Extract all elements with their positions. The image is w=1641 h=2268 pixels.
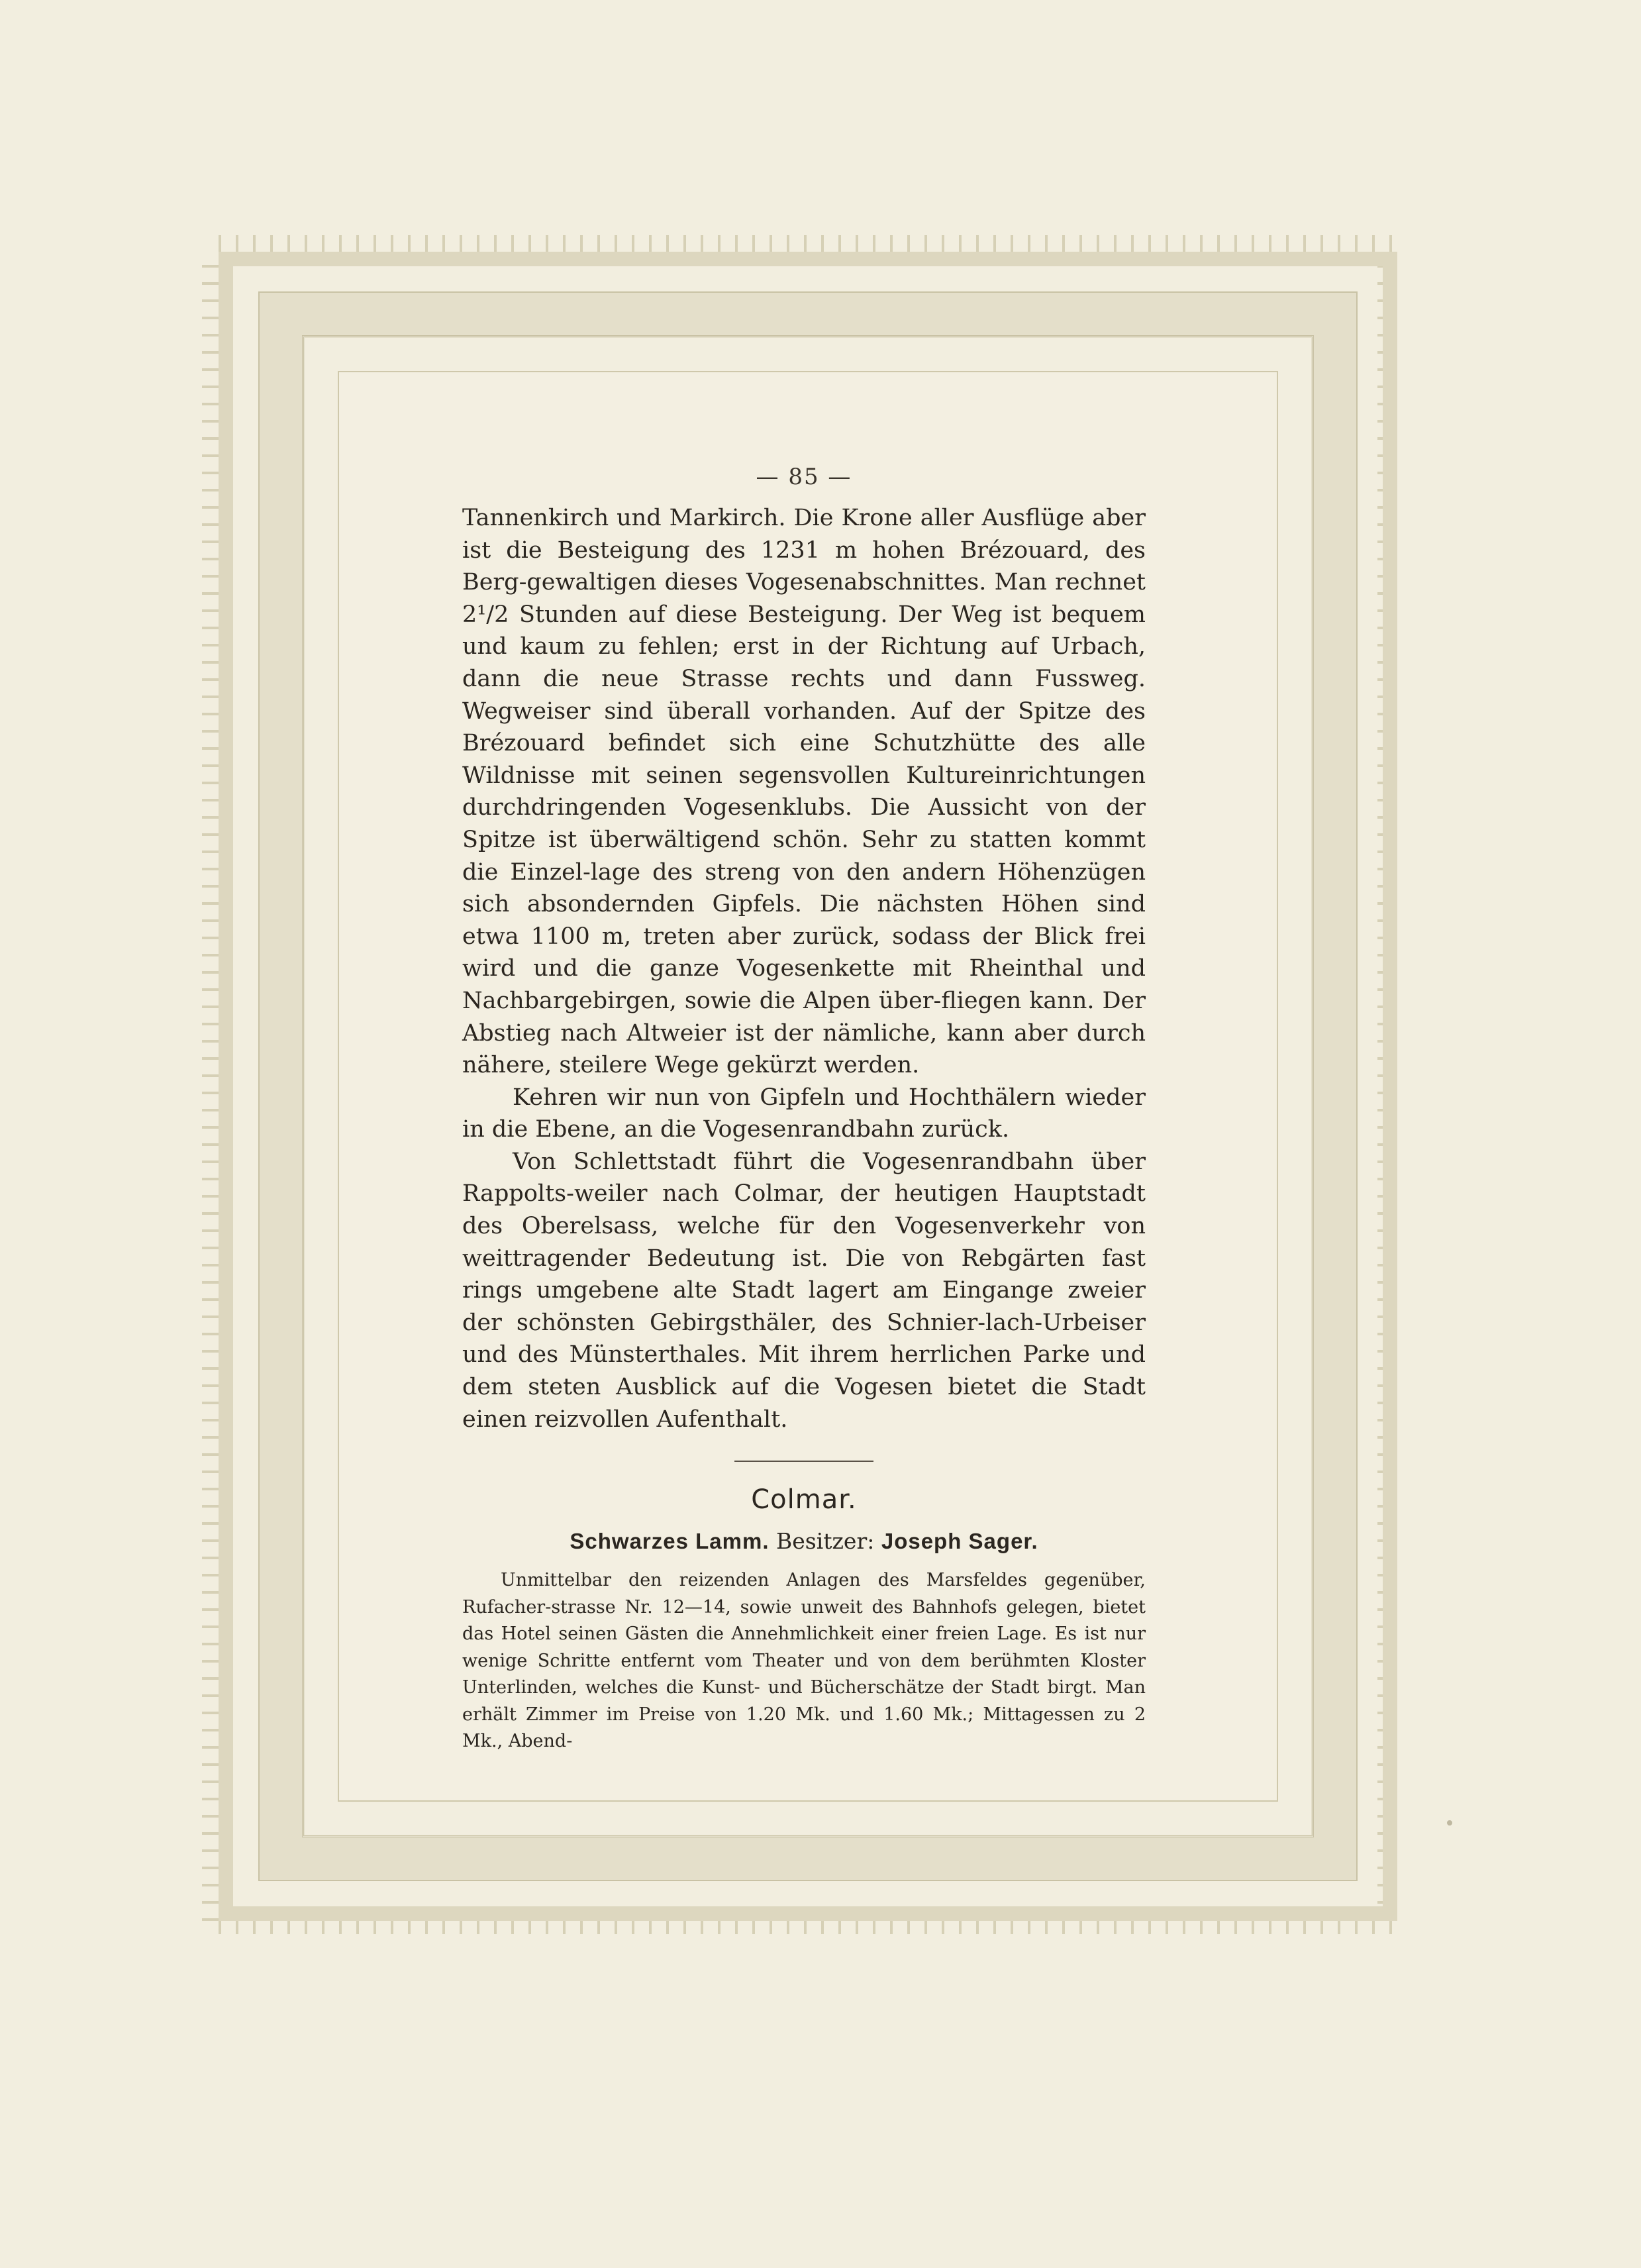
paragraph-1: Tannenkirch und Markirch. Die Krone aller Ausflüge aber ist die Besteigung des 1231 m hohen Brézouard, des Berg-gewaltigen dieses Vogesenabschnittes. Man rechnet 2¹/2 Stunden auf diese Besteigung. Der Weg ist bequem und kaum zu fehlen; erst in der Richtung auf Urbach, dann die neue Strasse rechts und dann Fussweg. Wegweiser sind überall vorhanden. Auf der Spitze des Brézouard befindet sich eine Schutzhütte des alle Wildnisse mit seinen segensvollen Kultureinrichtungen durchdringenden Vogesenklubs. Die Aussicht von der Spitze ist überwältigend schön. Sehr zu statten kommt die Einzel-lage des streng von den andern Höhenzügen sich absondernden Gipfels. Die nächsten Höhen sind etwa 1100 m, treten aber zurück, sodass der Blick frei wird und die ganze Vogesenkette mit Rheinthal und Nachbargebirgen, sowie die Alpen über-fliegen kann. Der Abstieg nach Altweier ist der nämliche, kann aber durch nähere, steilere Wege gekürzt werden. bbox=[462, 505, 1146, 1079]
owner-label: Besitzer: bbox=[776, 1528, 875, 1555]
main-text bbox=[462, 502, 1146, 1435]
paragraph-2: Kehren wir nun von Gipfeln und Hochthälern wieder in die Ebene, an die Vogesenrandbahn zurück. bbox=[462, 1084, 1146, 1143]
hotel-name: Schwarzes Lamm. bbox=[570, 1529, 770, 1554]
hotel-description-text: Unmittelbar den reizenden Anlagen des Marsfeldes gegenüber, Rufacher-strasse Nr. 12—14, sowie unweit des Bahnhofs gelegen, bietet das Hotel seinen Gästen die Annehmlichkeit einer freien Lage. Es ist nur wenige Schritte entfernt vom Theater und von dem berühmten Kloster Unterlinden, welches die Kunst- und Bücherschätze der Stadt birgt. Man erhält Zimmer im Preise von 1.20 Mk. und 1.60 Mk.; Mittagessen zu 2 Mk., Abend- bbox=[462, 1570, 1146, 1752]
section-heading: Colmar. bbox=[751, 1484, 857, 1516]
section-divider bbox=[734, 1461, 873, 1462]
page-number: — 85 — bbox=[756, 464, 852, 490]
hotel-description bbox=[462, 1567, 1146, 1755]
hotel-header bbox=[462, 1528, 1146, 1554]
page-content bbox=[462, 464, 1146, 1755]
owner-name: Joseph Sager. bbox=[881, 1529, 1038, 1554]
paper-speck bbox=[1447, 1820, 1452, 1826]
paragraph-3: Von Schlettstadt führt die Vogesenrandbahn über Rappolts-weiler nach Colmar, der heutigen Hauptstadt des Oberelsass, welche für den Vogesenverkehr von weittragender Bedeutung ist. Die von Rebgärten fast rings umgebene alte Stadt lagert am Eingange zweier der schönsten Gebirgsthäler, des Schnier-lach-Urbeiser und des Münsterthales. Mit ihrem herrlichen Parke und dem steten Ausblick auf die Vogesen bietet die Stadt einen reizvollen Aufenthalt. bbox=[462, 1148, 1146, 1433]
